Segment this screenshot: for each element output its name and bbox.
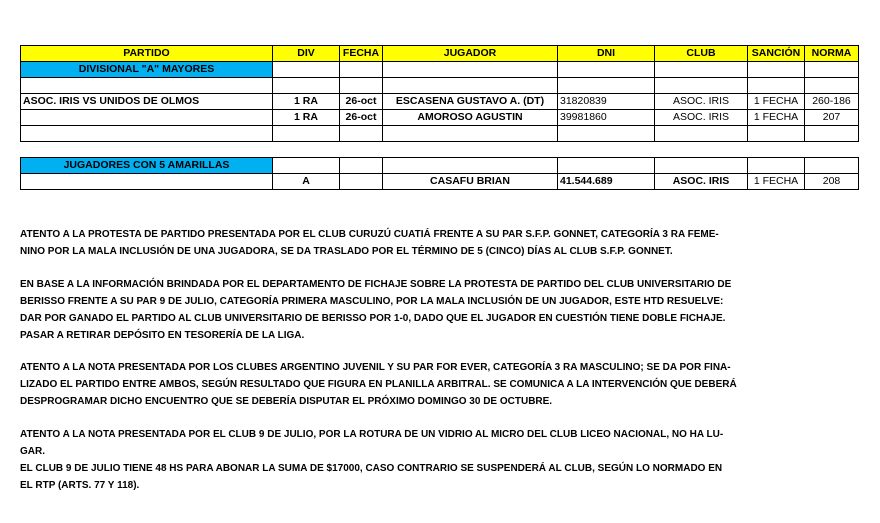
table-row xyxy=(21,110,859,126)
cell-dni: 39981860 xyxy=(558,110,655,126)
section-row-amarillas xyxy=(21,158,859,174)
col-header-partido: PARTIDO xyxy=(21,46,273,62)
cell-jugador: CASAFU BRIAN xyxy=(383,174,558,190)
cell-norma: 207 xyxy=(805,110,859,126)
note-line: EL CLUB 9 DE JULIO TIENE 48 HS PARA ABONAR LA SUMA DE $17000, CASO CONTRARIO SE SUSPENDERÁ AL CLUB, SEGÚN LO NORMADO EN xyxy=(20,463,723,474)
cell-dni: 31820839 xyxy=(558,94,655,110)
col-header-div: DIV xyxy=(273,46,340,62)
table-row xyxy=(21,174,859,190)
col-header-club: CLUB xyxy=(655,46,748,62)
cell-fecha: 26-oct xyxy=(340,110,383,126)
col-header-dni: DNI xyxy=(558,46,655,62)
note-line: ATENTO A LA NOTA PRESENTADA POR EL CLUB 9 DE JULIO, POR LA ROTURA DE UN VIDRIO AL MICRO DEL CLUB LICEO NACIONAL, NO HA LU- xyxy=(20,429,724,440)
note-line: EL RTP (ARTS. 77 Y 118). xyxy=(20,480,140,491)
cell-sancion: 1 FECHA xyxy=(748,94,805,110)
cell-sancion: 1 FECHA xyxy=(748,174,805,190)
cell-partido xyxy=(21,110,273,126)
note-protesta-universitario xyxy=(20,276,840,344)
cell-partido xyxy=(21,174,273,190)
note-line: BERISSO FRENTE A SU PAR 9 DE JULIO, CATEGORÍA PRIMERA MASCULINO, POR LA MALA INCLUSIÓN DE UN JUGADOR, ESTE HTD RESUELVE: xyxy=(20,296,724,307)
cell-div: 1 RA xyxy=(273,94,340,110)
note-line: LIZADO EL PARTIDO ENTRE AMBOS, SEGÚN RESULTADO QUE FIGURA EN PLANILLA ARBITRAL. SE COMUNICA A LA INTERVENCIÓN QUE DEBERÁ xyxy=(20,379,737,390)
section-title-divisional: DIVISIONAL "A" MAYORES xyxy=(21,62,273,78)
cell-club: ASOC. IRIS xyxy=(655,110,748,126)
col-header-sancion: SANCIÓN xyxy=(748,46,805,62)
note-line: ATENTO A LA NOTA PRESENTADA POR LOS CLUBES ARGENTINO JUVENIL Y SU PAR FOR EVER, CATEGORÍA 3 RA MASCULINO; SE DA POR FINA- xyxy=(20,362,731,373)
table-row xyxy=(21,94,859,110)
empty-row xyxy=(21,126,859,142)
cell-norma: 208 xyxy=(805,174,859,190)
cell-sancion: 1 FECHA xyxy=(748,110,805,126)
section-title-amarillas: JUGADORES CON 5 AMARILLAS xyxy=(21,158,273,174)
cell-fecha xyxy=(340,174,383,190)
col-header-norma: NORMA xyxy=(805,46,859,62)
note-line: DAR POR GANADO EL PARTIDO AL CLUB UNIVERSITARIO DE BERISSO POR 1-0, DADO QUE EL JUGADOR EN CUESTIÓN TIENE DOBLE FICHAJE. xyxy=(20,313,726,324)
cell-fecha: 26-oct xyxy=(340,94,383,110)
note-argentino-juvenil xyxy=(20,359,840,410)
section-row-divisional xyxy=(21,62,859,78)
cell-partido: ASOC. IRIS VS UNIDOS DE OLMOS xyxy=(21,94,273,110)
note-line: DESPROGRAMAR DICHO ENCUENTRO QUE SE DEBERÍA DISPUTAR EL PRÓXIMO DOMINGO 30 DE OCTUBRE. xyxy=(20,396,553,407)
note-line: NINO POR LA MALA INCLUSIÓN DE UNA JUGADORA, SE DA TRASLADO POR EL TÉRMINO DE 5 (CINCO) DÍAS AL CLUB S.F.P. GONNET. xyxy=(20,246,673,257)
spacer-row xyxy=(21,142,859,158)
note-line: EN BASE A LA INFORMACIÓN BRINDADA POR EL DEPARTAMENTO DE FICHAJE SOBRE LA PROTESTA DE PARTIDO DEL CLUB UNIVERSITARIO DE xyxy=(20,279,732,290)
cell-norma: 260-186 xyxy=(805,94,859,110)
cell-div: 1 RA xyxy=(273,110,340,126)
note-protesta-curuzu xyxy=(20,226,840,260)
col-header-fecha: FECHA xyxy=(340,46,383,62)
cell-dni: 41.544.689 xyxy=(558,174,655,190)
col-header-jugador: JUGADOR xyxy=(383,46,558,62)
note-9-de-julio xyxy=(20,426,840,494)
cell-div: A xyxy=(273,174,340,190)
cell-club: ASOC. IRIS xyxy=(655,94,748,110)
cell-club: ASOC. IRIS xyxy=(655,174,748,190)
header-row xyxy=(21,46,859,62)
cell-jugador: AMOROSO AGUSTIN xyxy=(383,110,558,126)
note-line: PASAR A RETIRAR DEPÓSITO EN TESORERÍA DE LA LIGA. xyxy=(20,330,305,341)
note-line: ATENTO A LA PROTESTA DE PARTIDO PRESENTADA POR EL CLUB CURUZÚ CUATIÁ FRENTE A SU PAR S.F.P. GONNET, CATEGORÍA 3 RA FEME- xyxy=(20,229,719,240)
sanctions-table xyxy=(20,45,859,190)
note-line: GAR. xyxy=(20,446,45,457)
cell-jugador: ESCASENA GUSTAVO A. (DT) xyxy=(383,94,558,110)
empty-row xyxy=(21,78,859,94)
